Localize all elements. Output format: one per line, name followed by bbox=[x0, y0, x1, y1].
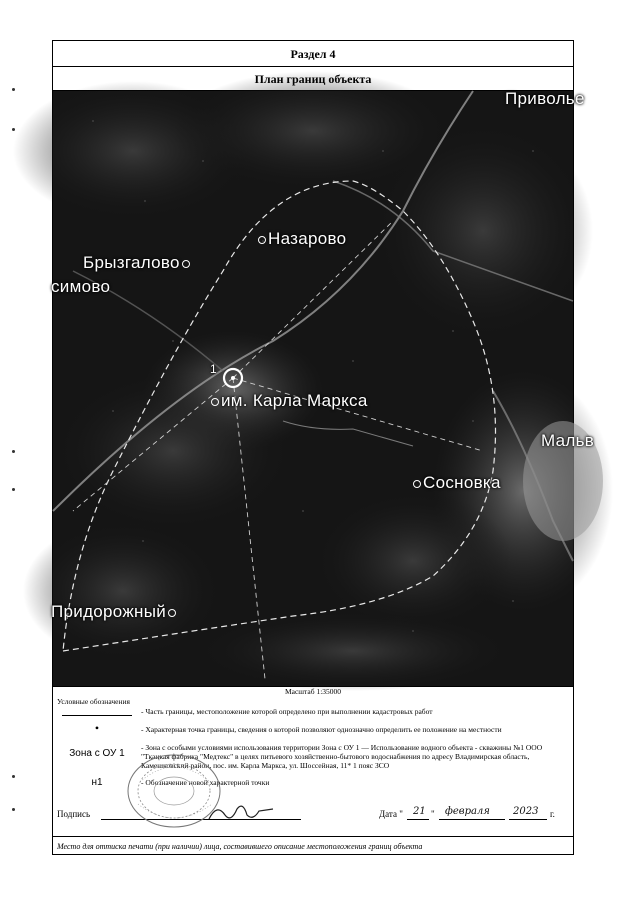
margin-mark bbox=[12, 808, 15, 811]
stamp-place-caption: Место для оттиска печати (при наличии) лица, составившего описание местоположения границ объекта bbox=[53, 836, 573, 856]
map-label-pridorozhny-text: Придорожный bbox=[51, 602, 167, 621]
map-label-privolye-text: Привольe bbox=[505, 89, 585, 108]
legend-line-symbol bbox=[57, 715, 137, 716]
map-label-simovo bbox=[51, 277, 110, 297]
legend-item-text: - Зона с особыми условиями использования территории Зона с ОУ 1 — Использование водного объекта - скважины №1 ООО "Ткацкая фабрика "Медтекс" в целях питьевого хозяйственно-бытового водоснабжения по адресу Владимирская область, Камешковский район, пос. им. Карла Маркса, ул. Шоссейная, 11* 1 пояс ЗСО bbox=[141, 743, 543, 770]
legend-title: Условные обозначения bbox=[57, 697, 130, 706]
legend-point-symbol: • bbox=[94, 721, 100, 735]
settlement-dot-icon bbox=[413, 480, 421, 488]
map-graphics bbox=[53, 91, 573, 686]
legend-zone-symbol: Зона с ОУ 1 bbox=[69, 748, 125, 759]
seal-stamp bbox=[124, 752, 224, 830]
legend-item-text: - Обозначение новой характерной точки bbox=[141, 778, 270, 787]
date-year: 2023 bbox=[513, 806, 539, 817]
settlement-dot-icon bbox=[182, 260, 190, 268]
map-label-nazarovo bbox=[258, 229, 346, 249]
map-label-privolye bbox=[505, 89, 585, 109]
map-label-pridorozhny bbox=[51, 602, 178, 622]
map-label-karla-marksa-text: им. Карла Маркса bbox=[221, 391, 368, 410]
date-year-line bbox=[509, 819, 547, 820]
settlement-dot-icon bbox=[168, 609, 176, 617]
date-month-line bbox=[439, 819, 505, 820]
map-label-sosnovka bbox=[413, 473, 501, 493]
document-frame bbox=[51, 40, 595, 855]
map-label-bryzgalovo bbox=[83, 253, 192, 273]
date-quote: " bbox=[431, 809, 435, 819]
settlement-dot-icon bbox=[258, 236, 266, 244]
map-label-nazarovo-text: Назарово bbox=[268, 229, 347, 248]
margin-mark bbox=[12, 775, 15, 778]
signature-label: Подпись bbox=[57, 809, 91, 819]
section-title: Раздел 4 bbox=[53, 41, 573, 67]
map-label-point-number: 1 bbox=[210, 362, 217, 376]
margin-mark bbox=[12, 488, 15, 491]
map-label-malv bbox=[541, 431, 594, 451]
settlement-dot-icon bbox=[211, 398, 219, 406]
margin-mark bbox=[12, 450, 15, 453]
map-label-malv-text: Мальв bbox=[541, 431, 595, 450]
date-day-line bbox=[407, 819, 429, 820]
date-label-text: Дата bbox=[379, 809, 397, 819]
date-year-suffix: г. bbox=[550, 809, 555, 819]
map-label-sosnovka-text: Сосновка bbox=[423, 473, 501, 492]
map-label-bryzgalovo-text: Брызгалово bbox=[83, 253, 180, 272]
margin-mark bbox=[12, 88, 15, 91]
date-label: Дата " bbox=[379, 809, 403, 819]
legend-item-text: - Часть границы, местоположение которой определено при выполнении кадастровых работ bbox=[141, 707, 433, 716]
date-month: февраля bbox=[445, 806, 490, 817]
map-scale: Масштаб 1:35000 bbox=[284, 687, 342, 696]
satellite-map bbox=[51, 89, 595, 687]
date-day: 21 bbox=[413, 806, 426, 817]
map-label-simovo-text: симово bbox=[51, 277, 111, 296]
margin-mark bbox=[12, 128, 15, 131]
legend-item-text: - Характерная точка границы, сведения о которой позволяют однозначно определить ее положение на местности bbox=[141, 725, 502, 734]
map-label-karla-marksa bbox=[211, 391, 368, 411]
legend-new-point-symbol: н1 bbox=[91, 777, 103, 788]
